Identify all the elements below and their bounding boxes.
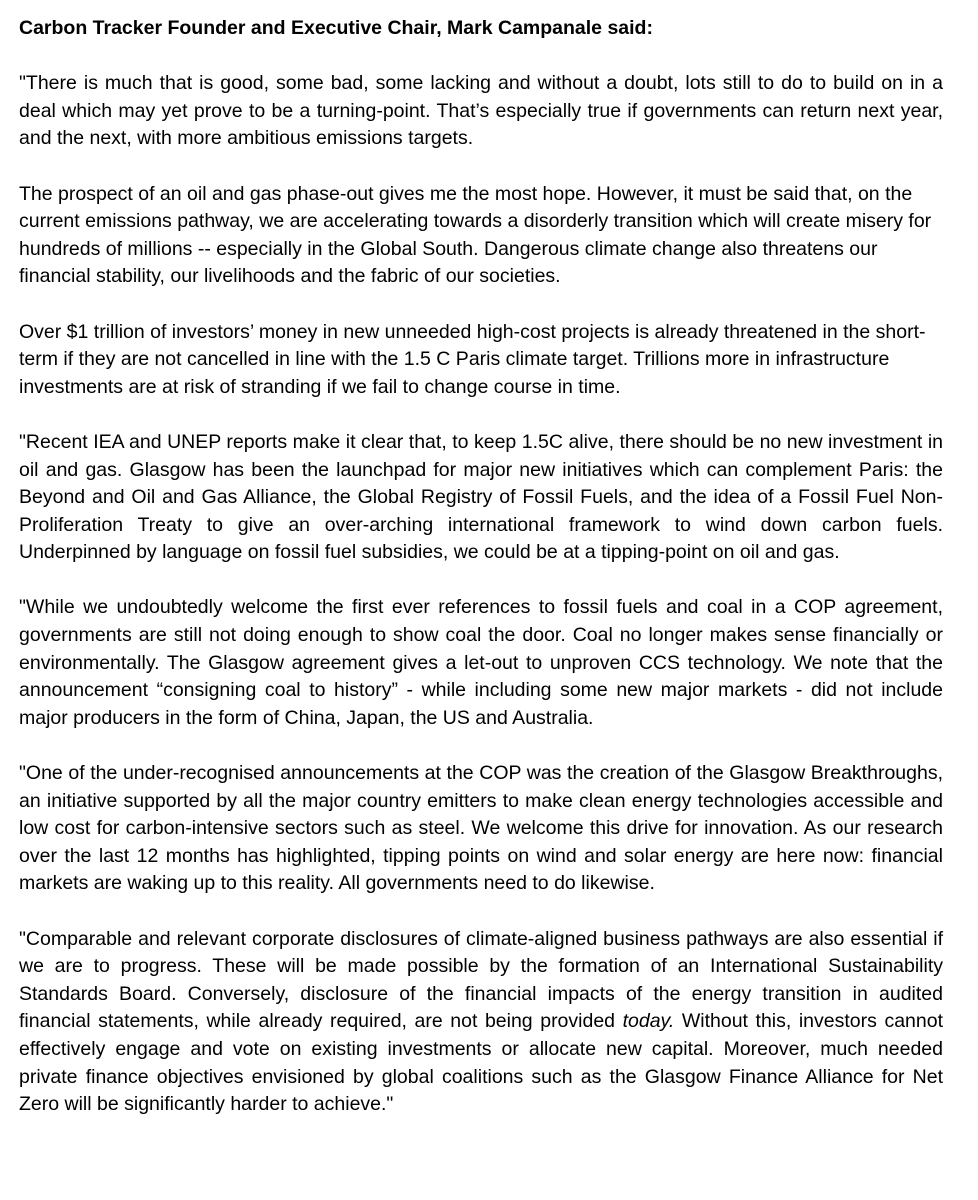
paragraph-coal: "While we undoubtedly welcome the first ever references to fossil fuels and coal in a COP agreement, governments are still not doing enough to show coal the door. Coal no longer makes sense financially or environmentally. The Glasgow agreement gives a let-out to unproven CCS technology. We note that the announcement “consigning coal to history” - while including some new major markets - did not include major producers in the form of China, Japan, the US and Australia. <box>19 596 943 729</box>
paragraph-deal-turning-point: "There is much that is good, some bad, some lacking and without a doubt, lots still to do to build on in a deal which may yet prove to be a turning-point. That’s especially true if governments can return next year, and the next, with more ambitious emissions targets. <box>19 72 943 150</box>
paragraph-glasgow-breakthroughs: "One of the under-recognised announcements at the COP was the creation of the Glasgow Breakthroughs, an initiative supported by all the major country emitters to make clean energy technologies accessible and low cost for carbon-intensive sectors such as steel. We welcome this drive for innovation. As our research over the last 12 months has highlighted, tipping points on wind and solar energy are here now: financial markets are waking up to this reality. All governments need to do likewise. <box>19 762 943 895</box>
paragraph-iea-unep: "Recent IEA and UNEP reports make it clear that, to keep 1.5C alive, there should be no new investment in oil and gas. Glasgow has been the launchpad for major new initiatives which can complement Paris: the Beyond and Oil and Gas Alliance, the Global Registry of Fossil Fuels, and the idea of a Fossil Fuel Non-Proliferation Treaty to give an over-arching international framework to wind down carbon fuels. Underpinned by language on fossil fuel subsidies, we could be at a tipping-point on oil and gas. <box>19 430 943 564</box>
disclosures-italic-word: today. <box>622 1010 675 1033</box>
paragraph-disclosures <box>19 926 943 1119</box>
disclosures-text-after: Without this, investors cannot effectively engage and vote on existing investments or allocate new capital. Moreover, much needed private finance objectives envisioned by global coalitions such as the Glasgow Finance Alliance for Net Zero will be significantly harder to achieve." <box>19 1010 943 1116</box>
paragraph-investor-money: Over $1 trillion of investors’ money in new unneeded high-cost projects is already threatened in the short-term if they are not cancelled in line with the 1.5 C Paris climate target. Trillions more in infrastructure investments are at risk of stranding if we fail to change course in time. <box>19 320 926 398</box>
disclosures-text-before: "Comparable and relevant corporate disclosures of climate-aligned business pathways are also essential if we are to progress. These will be made possible by the formation of an International Sustainability Standards Board. Conversely, disclosure of the financial impacts of the energy transition in audited financial statements, while already required, are not being provided <box>19 927 943 1033</box>
paragraph-phase-out-hope: The prospect of an oil and gas phase-out gives me the most hope. However, it must be said that, on the current emissions pathway, we are accelerating towards a disorderly transition which will create misery for hundreds of millions -- especially in the Global South. Dangerous climate change also threatens our financial stability, our livelihoods and the fabric of our societies. <box>19 182 932 288</box>
statement-heading: Carbon Tracker Founder and Executive Chair, Mark Campanale said: <box>19 17 653 39</box>
